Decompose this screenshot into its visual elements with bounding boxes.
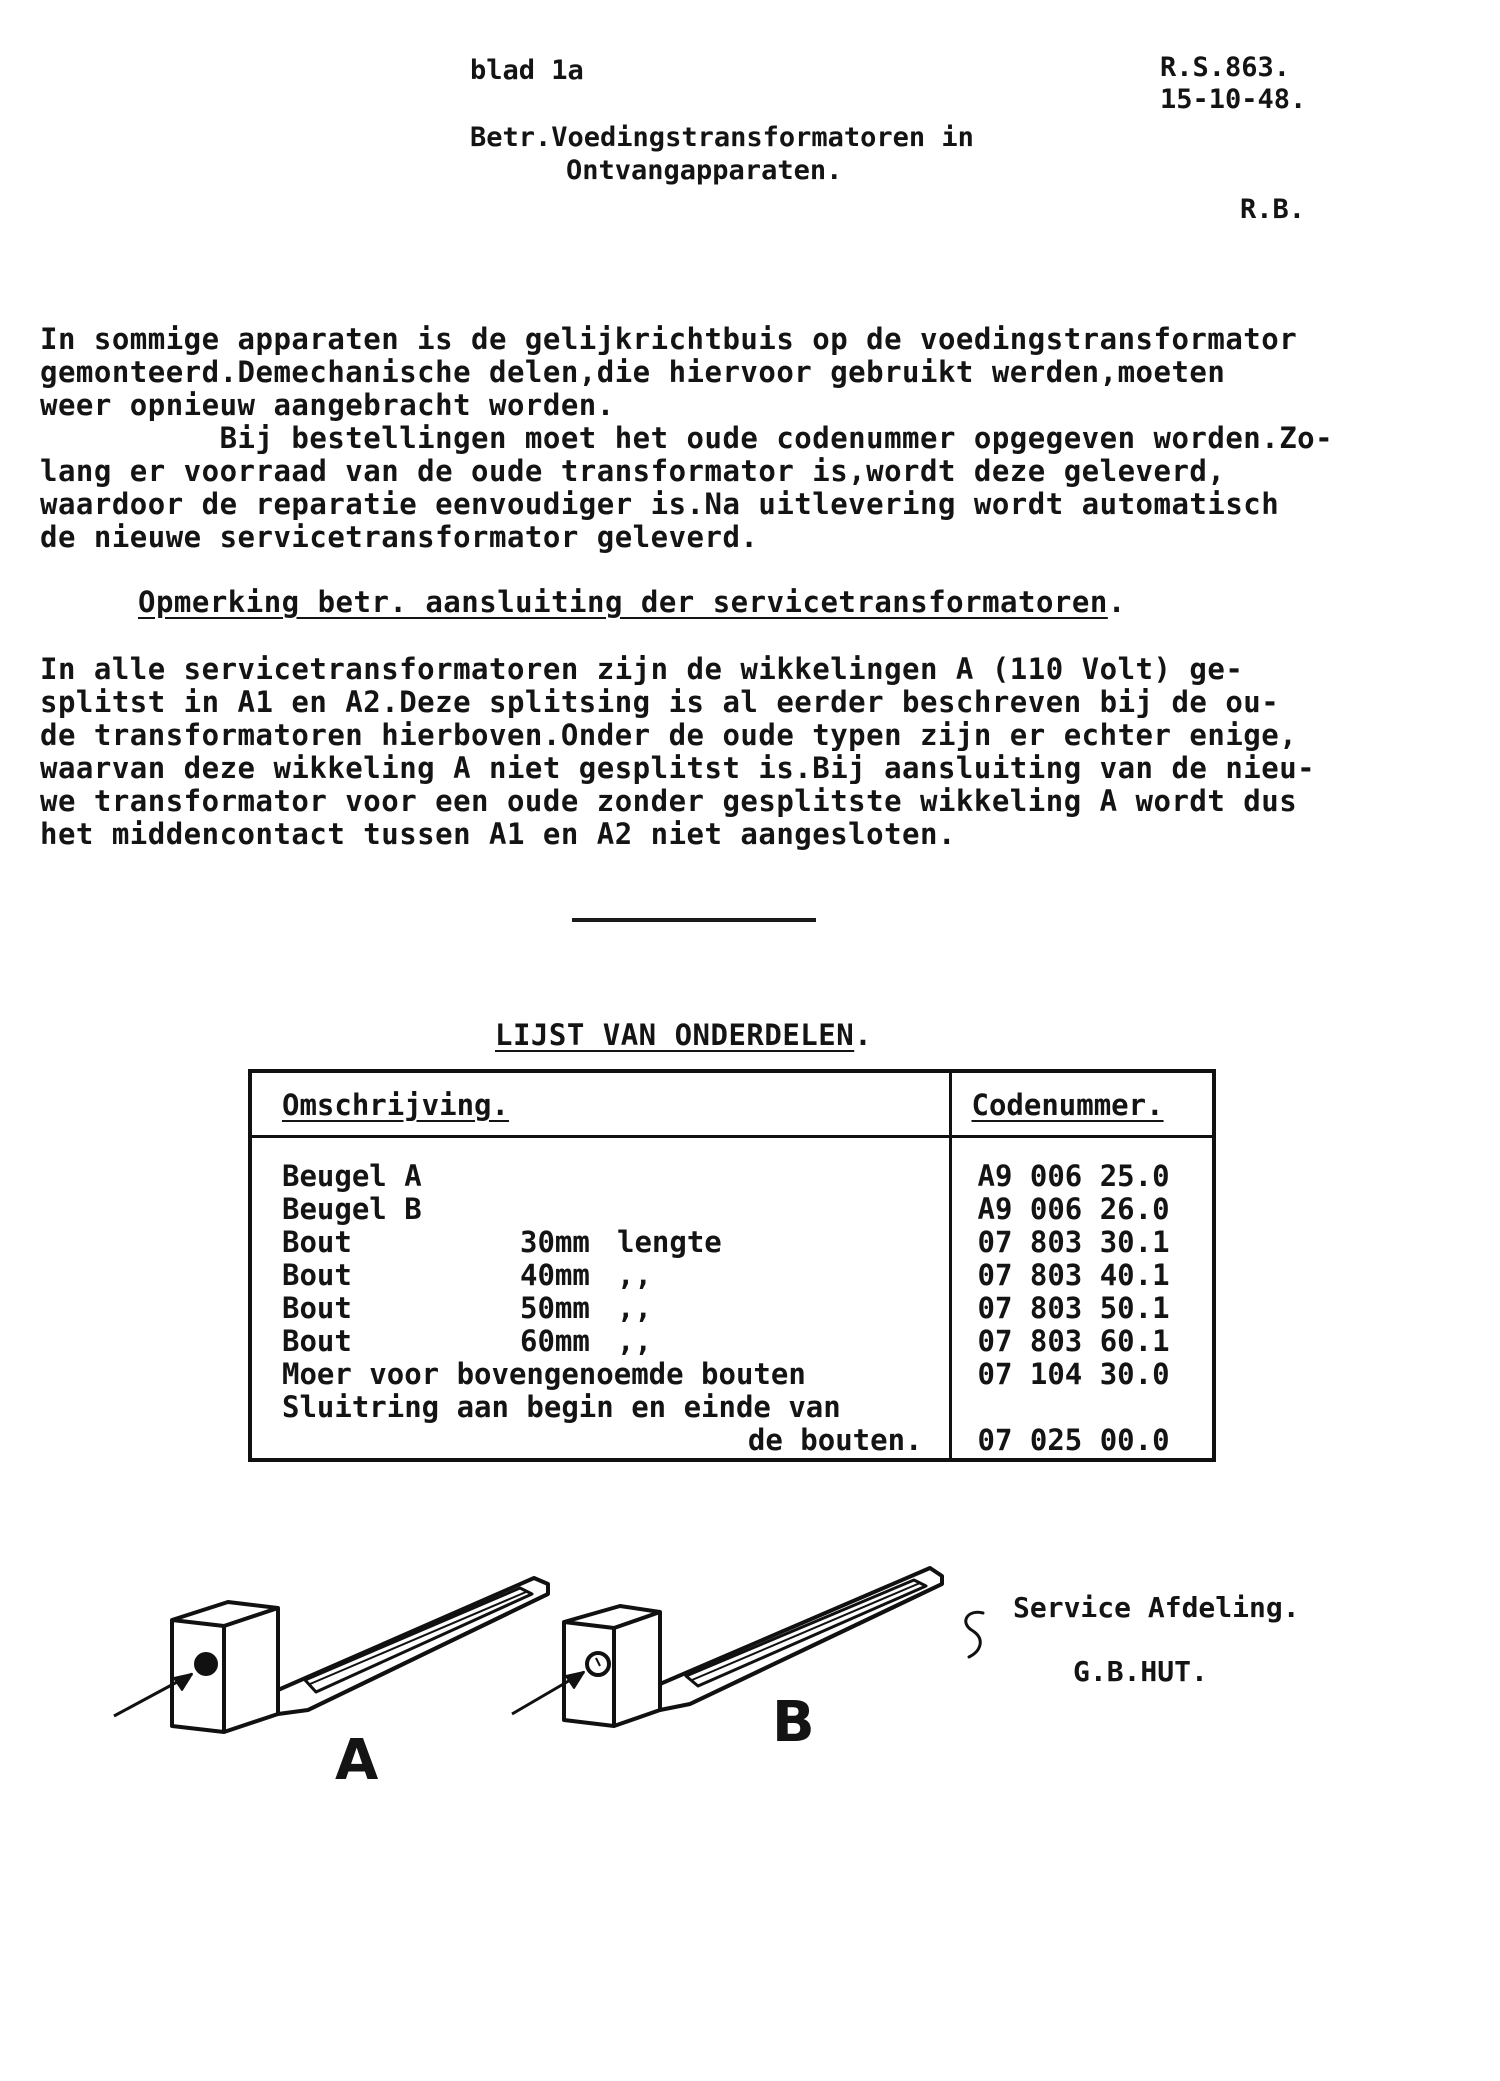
intro-line: Bij bestellingen moet het oude codenummer opgegeven worden.Zo- (40, 421, 1334, 455)
table-row (252, 1424, 949, 1457)
remark-title-suffix: . (1107, 585, 1126, 619)
table-body-row (250, 1137, 1214, 1461)
page-number: blad 1a (470, 55, 584, 86)
part-note: lengte (617, 1225, 722, 1259)
column-header-description: Omschrijving. (250, 1071, 950, 1137)
bracket-figures (100, 1560, 1000, 1800)
intro-line: gemonteerd.Demechanische delen,die hiervoor gebruikt werden,moeten (40, 355, 1226, 389)
part-code: 07 803 40.1 (977, 1258, 1170, 1292)
section-divider (572, 918, 816, 922)
part-code: A9 006 25.0 (977, 1159, 1170, 1193)
bracket-a-label: A (335, 1728, 379, 1793)
part-size: 30mm (520, 1225, 590, 1259)
table-row (252, 1325, 949, 1358)
signatory-name: G.B.HUT. (1073, 1655, 1208, 1688)
intro-line: lang er voorraad van de oude transformator is,wordt deze geleverd, (40, 454, 1226, 488)
part-item: Bout (282, 1324, 352, 1358)
part-code: A9 006 26.0 (977, 1192, 1170, 1226)
bracket-b-drawing (512, 1568, 942, 1726)
part-item: de bouten. (747, 1423, 923, 1457)
table-header-row (250, 1071, 1214, 1137)
table-row (252, 1226, 949, 1259)
bracket-b-label: B (772, 1690, 815, 1755)
part-note: ,, (617, 1324, 652, 1358)
reference-number: R.S.863. (1160, 52, 1291, 83)
remark-line: het middencontact tussen A1 en A2 niet aangesloten. (40, 817, 956, 851)
part-item: Sluitring aan begin en einde van (282, 1390, 841, 1424)
table-row (252, 1292, 949, 1325)
part-item: Beugel A (282, 1159, 422, 1193)
part-item: Bout (282, 1225, 352, 1259)
intro-line: de nieuwe servicetransformator geleverd. (40, 520, 759, 554)
remark-line: waarvan deze wikkeling A niet gesplitst is.Bij aansluiting van de nieu- (40, 751, 1316, 785)
part-code: 07 803 30.1 (977, 1225, 1170, 1259)
remark-heading (138, 585, 1126, 619)
part-code: 07 803 60.1 (977, 1324, 1170, 1358)
part-size: 50mm (520, 1291, 590, 1325)
parts-table (248, 1069, 1216, 1462)
part-item: Moer voor bovengenoemde bouten (282, 1357, 806, 1391)
part-note: ,, (617, 1258, 652, 1292)
table-row (252, 1259, 949, 1292)
part-code: 07 803 50.1 (977, 1291, 1170, 1325)
parts-list-heading (495, 1018, 872, 1052)
remark-line: we transformator voor een oude zonder gesplitste wikkeling A wordt dus (40, 784, 1298, 818)
table-row (252, 1391, 949, 1424)
part-size: 60mm (520, 1324, 590, 1358)
initials: R.B. (1240, 194, 1306, 225)
description-column (250, 1137, 950, 1461)
subject-line-2: Ontvangapparaten. (566, 155, 843, 186)
remark-line: de transformatoren hierboven.Onder de oude typen zijn er echter enige, (40, 718, 1298, 752)
part-item: Beugel B (282, 1192, 422, 1226)
part-item: Bout (282, 1291, 352, 1325)
part-code: 07 104 30.0 (977, 1357, 1170, 1391)
document-date: 15-10-48. (1160, 84, 1307, 115)
table-row (252, 1193, 949, 1226)
remark-line: In alle servicetransformatoren zijn de wikkelingen A (110 Volt) ge- (40, 652, 1244, 686)
subject-line-1: Betr.Voedingstransformatoren in (470, 122, 974, 153)
part-item: Bout (282, 1258, 352, 1292)
bracket-a-drawing (114, 1578, 548, 1732)
intro-line: weer opnieuw aangebracht worden. (40, 388, 615, 422)
parts-list-title-suffix: . (854, 1018, 873, 1052)
parts-list-title: LIJST VAN ONDERDELEN (495, 1018, 855, 1052)
code-column (950, 1137, 1214, 1461)
part-size: 40mm (520, 1258, 590, 1292)
part-note: ,, (617, 1291, 652, 1325)
service-department: Service Afdeling. (1013, 1591, 1300, 1624)
handwritten-initial (955, 1605, 995, 1665)
part-code: 07 025 00.0 (977, 1423, 1170, 1457)
column-header-code: Codenummer. (950, 1071, 1214, 1137)
intro-line: waardoor de reparatie eenvoudiger is.Na uitlevering wordt automatisch (40, 487, 1280, 521)
table-row (252, 1160, 949, 1193)
remark-line: splitst in A1 en A2.Deze splitsing is al eerder beschreven bij de ou- (40, 685, 1280, 719)
table-row (252, 1358, 949, 1391)
remark-title: Opmerking betr. aansluiting der servicetransformatoren (138, 585, 1108, 619)
intro-line: In sommige apparaten is de gelijkrichtbuis op de voedingstransformator (40, 322, 1298, 356)
